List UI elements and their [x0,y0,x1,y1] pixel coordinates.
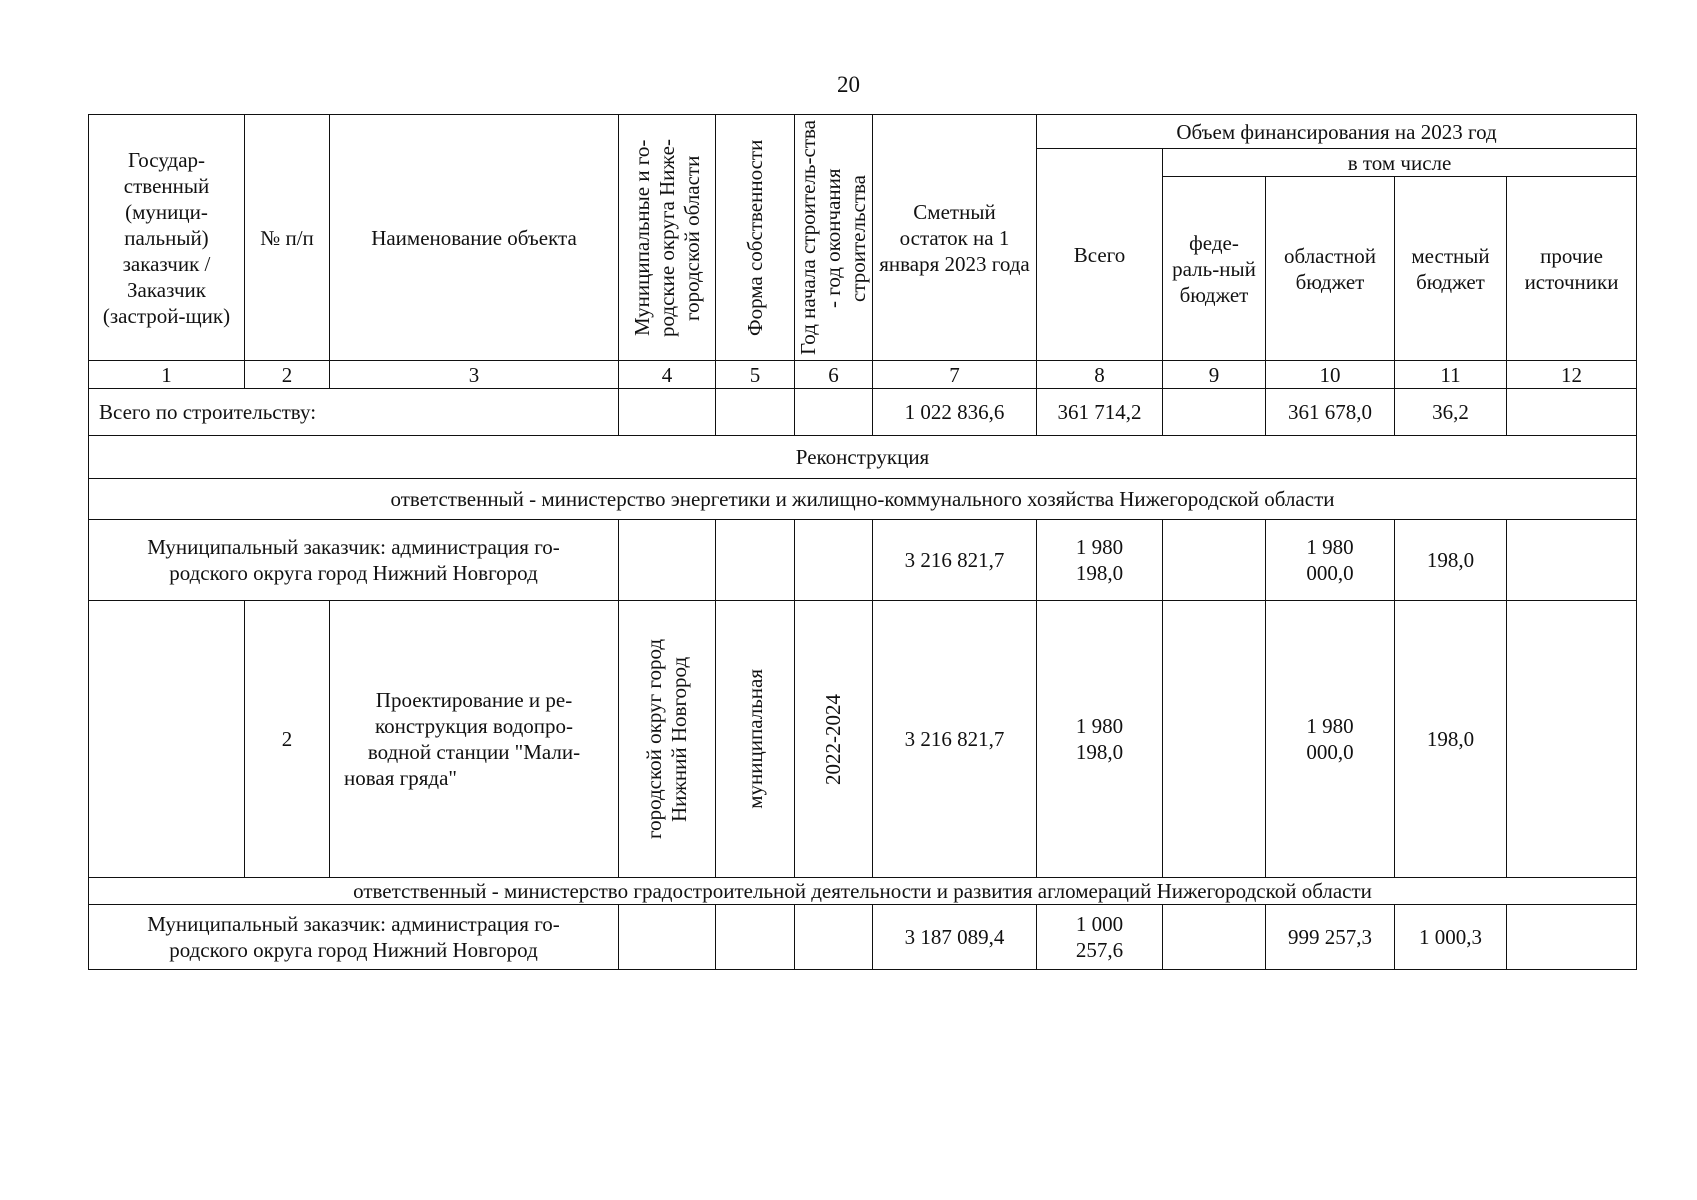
object-other [1507,601,1637,878]
customer-total-line1: 1 000 [1075,912,1124,936]
column-number: 9 [1163,361,1266,389]
total-sum: 361 714,2 [1037,389,1163,436]
customer-local: 198,0 [1395,520,1507,601]
header-row [89,115,1637,149]
customer-regional-line1: 1 980 [1306,535,1354,559]
customer-total [1037,520,1163,601]
customer-label [89,905,619,970]
object-years [795,601,873,878]
customer-local: 1 000,3 [1395,905,1507,970]
customer-municipalities [619,905,716,970]
customer-total [1037,905,1163,970]
total-label: Всего по строительству: [89,389,619,436]
object-name-text: Проектирование и ре-конструкция водопро-водной станции "Мали-новая гряда" [344,688,581,790]
header-years [795,115,873,361]
column-number: 5 [716,361,795,389]
column-number: 10 [1266,361,1395,389]
page-number: 20 [837,72,860,97]
total-estimate: 1 022 836,6 [873,389,1037,436]
header-regional: областной бюджет [1266,177,1395,361]
total-regional: 361 678,0 [1266,389,1395,436]
customer-regional-line2: 000,0 [1306,561,1354,585]
object-ownership-text: муниципальная [742,669,767,809]
customer-label-text: Муниципальный заказчик: администрация го-родского округа город Нижний Новгород [147,912,560,962]
customer-estimate: 3 216 821,7 [873,520,1037,601]
section-title: Реконструкция [89,436,1637,479]
customer-row [89,905,1637,970]
header-customer: Государ-ственный (муници-пальный) заказчик / Заказчик (застрой-щик) [89,115,245,361]
header-ownership-text: Форма собственности [742,139,767,336]
total-federal [1163,389,1266,436]
object-regional-line1: 1 980 [1306,714,1354,738]
customer-regional [1266,520,1395,601]
object-name [330,601,619,878]
section-row [89,436,1637,479]
customer-ownership [716,905,795,970]
column-number: 7 [873,361,1037,389]
header-financing: Объем финансирования на 2023 год [1037,115,1637,149]
object-ownership [716,601,795,878]
header-local: местный бюджет [1395,177,1507,361]
column-number: 2 [245,361,330,389]
object-row [89,601,1637,878]
object-estimate: 3 216 821,7 [873,601,1037,878]
header-total: Всего [1037,149,1163,361]
object-federal [1163,601,1266,878]
header-municipalities [619,115,716,361]
object-total-line2: 198,0 [1075,740,1124,764]
object-customer [89,601,245,878]
column-number: 12 [1507,361,1637,389]
customer-other [1507,905,1637,970]
customer-total-line2: 257,6 [1075,938,1124,962]
customer-regional: 999 257,3 [1266,905,1395,970]
header-ownership [716,115,795,361]
object-municipality [619,601,716,878]
responsible-ministry-urban: ответственный - министерство градостроительной деятельности и развития агломераций Нижегородской области [89,878,1637,905]
total-municipalities [619,389,716,436]
header-including: в том числе [1163,149,1637,177]
customer-row [89,520,1637,601]
customer-estimate: 3 187 089,4 [873,905,1037,970]
header-other: прочие источники [1507,177,1637,361]
customer-years [795,905,873,970]
total-ownership [716,389,795,436]
financing-table [88,114,1637,970]
customer-total-line1: 1 980 [1075,535,1124,559]
customer-other [1507,520,1637,601]
total-other [1507,389,1637,436]
column-number: 6 [795,361,873,389]
object-municipality-text: городской округ город Нижний Новгород [642,638,691,840]
header-item-no: № п/п [245,115,330,361]
object-total-line1: 1 980 [1075,714,1124,738]
total-years [795,389,873,436]
column-number: 11 [1395,361,1507,389]
object-local: 198,0 [1395,601,1507,878]
column-numbers-row [89,361,1637,389]
customer-municipalities [619,520,716,601]
responsible-row [89,878,1637,905]
column-number: 4 [619,361,716,389]
responsible-ministry-energy: ответственный - министерство энергетики и жилищно-коммунального хозяйства Нижегородской области [89,479,1637,520]
object-number: 2 [245,601,330,878]
header-years-text: Год начала строитель-ства - год окончания строительства [796,120,870,355]
column-number: 3 [330,361,619,389]
header-federal: феде-раль-ный бюджет [1163,177,1266,361]
column-number: 8 [1037,361,1163,389]
object-years-text: 2022-2024 [821,693,845,785]
responsible-row [89,479,1637,520]
column-number: 1 [89,361,245,389]
total-local: 36,2 [1395,389,1507,436]
customer-ownership [716,520,795,601]
total-row [89,389,1637,436]
customer-years [795,520,873,601]
header-estimate-balance: Сметный остаток на 1 января 2023 года [873,115,1037,361]
object-regional [1266,601,1395,878]
customer-label [89,520,619,601]
customer-federal [1163,520,1266,601]
customer-label-text: Муниципальный заказчик: администрация го-родского округа город Нижний Новгород [147,535,560,585]
header-object-name: Наименование объекта [330,115,619,361]
customer-total-line2: 198,0 [1075,561,1124,585]
customer-federal [1163,905,1266,970]
object-total [1037,601,1163,878]
header-municipalities-text: Муниципальные и го-родские округа Ниже-городской области [629,138,704,337]
object-regional-line2: 000,0 [1306,740,1354,764]
